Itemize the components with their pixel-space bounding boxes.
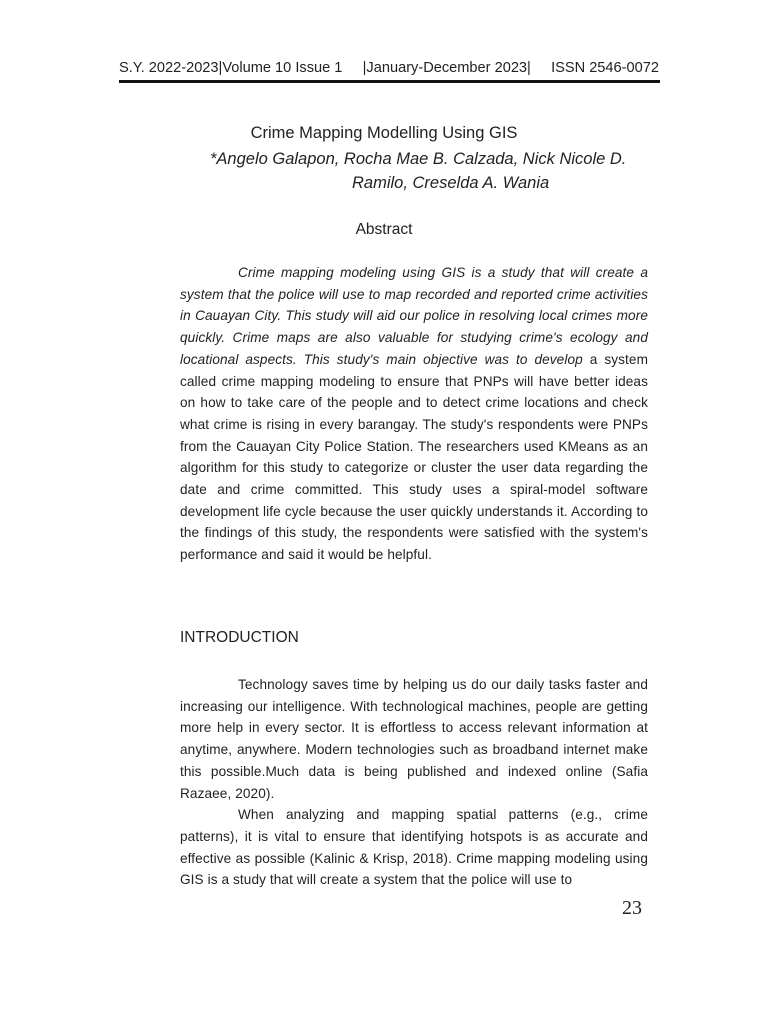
page-number: 23	[622, 897, 642, 919]
introduction-paragraph-2: When analyzing and mapping spatial patterns (e.g., crime patterns), it is vital to ensure that identifying hotspots is as accurate and effective as possible (Kalinic & Krisp, 2018). Crime mapping modeling using GIS is a study that will create a system that the police will use to	[180, 807, 648, 888]
header-rule	[119, 80, 660, 83]
authors-line-2: Ramilo, Creselda A. Wania	[352, 174, 550, 192]
header-volume: S.Y. 2022-2023|Volume 10 Issue 1	[119, 60, 343, 76]
introduction-body	[180, 674, 648, 891]
abstract-regular-text: a system called crime mapping modeling to ensure that PNPs will have better ideas on how to take care of the people and to detect crime locations and check what crime is rising in every barangay. The study's respondents were PNPs from the Cauayan City Police Station. The researchers used KMeans as an algorithm for this study to categorize or cluster the user data regarding the date and crime committed. This study uses a spiral-model software development life cycle because the user quickly understands it. According to the findings of this study, the respondents were satisfied with the system's performance and said it would be helpful.	[180, 351, 648, 563]
introduction-paragraph-1: Technology saves time by helping us do our daily tasks faster and increasing our intelligence. With technological machines, people are getting more help in every sector. It is effortless to access relevant information at anytime, anywhere. Modern technologies such as broadband internet make this possible.Much data is being published and indexed online (Safia Razaee, 2020).	[180, 677, 648, 801]
header-period: |January-December 2023|	[362, 60, 531, 76]
abstract-heading: Abstract	[355, 221, 413, 238]
header-issn: ISSN 2546-0072	[551, 60, 659, 76]
introduction-heading: INTRODUCTION	[180, 629, 299, 646]
paper-title: Crime Mapping Modelling Using GIS	[250, 124, 518, 142]
authors-line-1: *Angelo Galapon, Rocha Mae B. Calzada, Nick Nicole D.	[210, 150, 627, 168]
abstract-body	[180, 262, 648, 566]
running-header	[119, 58, 659, 78]
abstract-italic-text: Crime mapping modeling using GIS is a study that will create a system that the police will use to map recorded and reported crime activities in Cauayan City. This study will aid our police in resolving local crimes more quickly. Crime maps are also valuable for studying crime's ecology and locational aspects. This study's main objective was to develop	[180, 265, 648, 367]
abstract-paragraph	[180, 262, 648, 566]
